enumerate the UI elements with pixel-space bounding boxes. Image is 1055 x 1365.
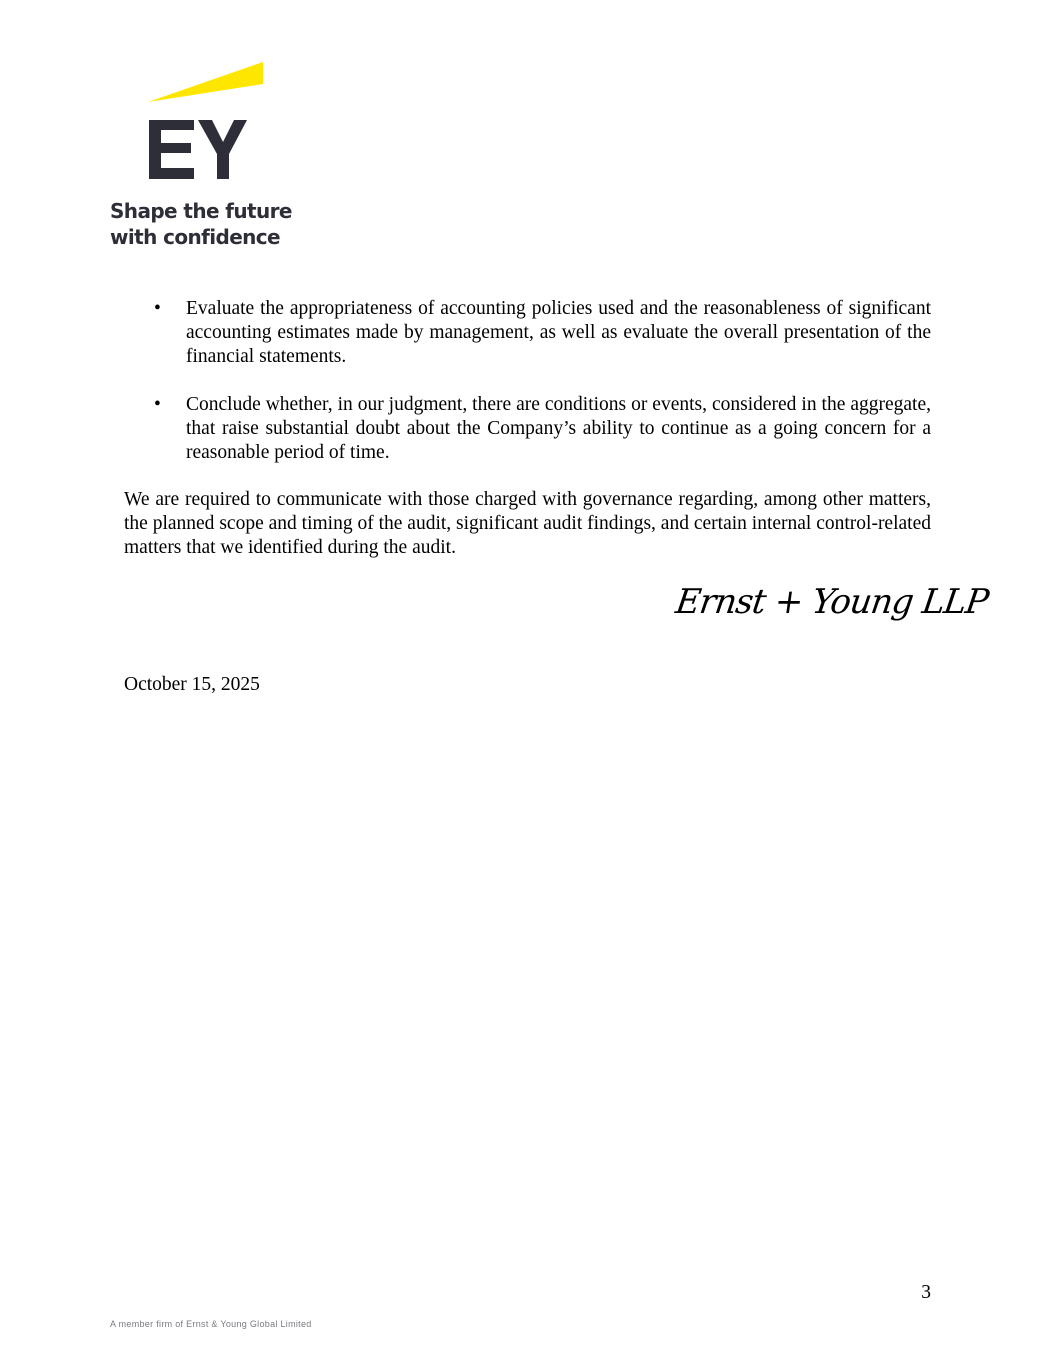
ey-logo-mark xyxy=(108,58,268,183)
signature-text: Ernst + Young LLP xyxy=(673,582,991,622)
bullet-marker: • xyxy=(154,394,161,415)
ey-tagline xyxy=(110,198,292,250)
page-number: 3 xyxy=(921,1282,931,1303)
bullet-item xyxy=(124,393,931,465)
bullet-list xyxy=(124,297,931,489)
ey-logo xyxy=(108,58,308,253)
governance-paragraph: We are required to communicate with those charged with governance regarding, among other matters, the planned scope and timing of the audit, significant audit findings, and certain internal control-related matters that we identified during the audit. xyxy=(124,489,931,558)
bullet-marker: • xyxy=(154,298,161,319)
footer-note: A member firm of Ernst & Young Global Limited xyxy=(110,1319,312,1329)
signature xyxy=(672,574,991,654)
bullet-item xyxy=(124,297,931,369)
tagline-line-2: with confidence xyxy=(110,225,281,249)
bullet-text: Conclude whether, in our judgment, there are conditions or events, considered in the aggregate, that raise substantial doubt about the Company’s ability to continue as a going concern for a reasonable period of time. xyxy=(186,394,931,463)
tagline-line-1: Shape the future xyxy=(110,199,292,223)
report-date: October 15, 2025 xyxy=(124,674,260,695)
bullet-text: Evaluate the appropriateness of accounting policies used and the reasonableness of significant accounting estimates made by management, as well as evaluate the overall presentation of the financial statements. xyxy=(186,298,931,367)
